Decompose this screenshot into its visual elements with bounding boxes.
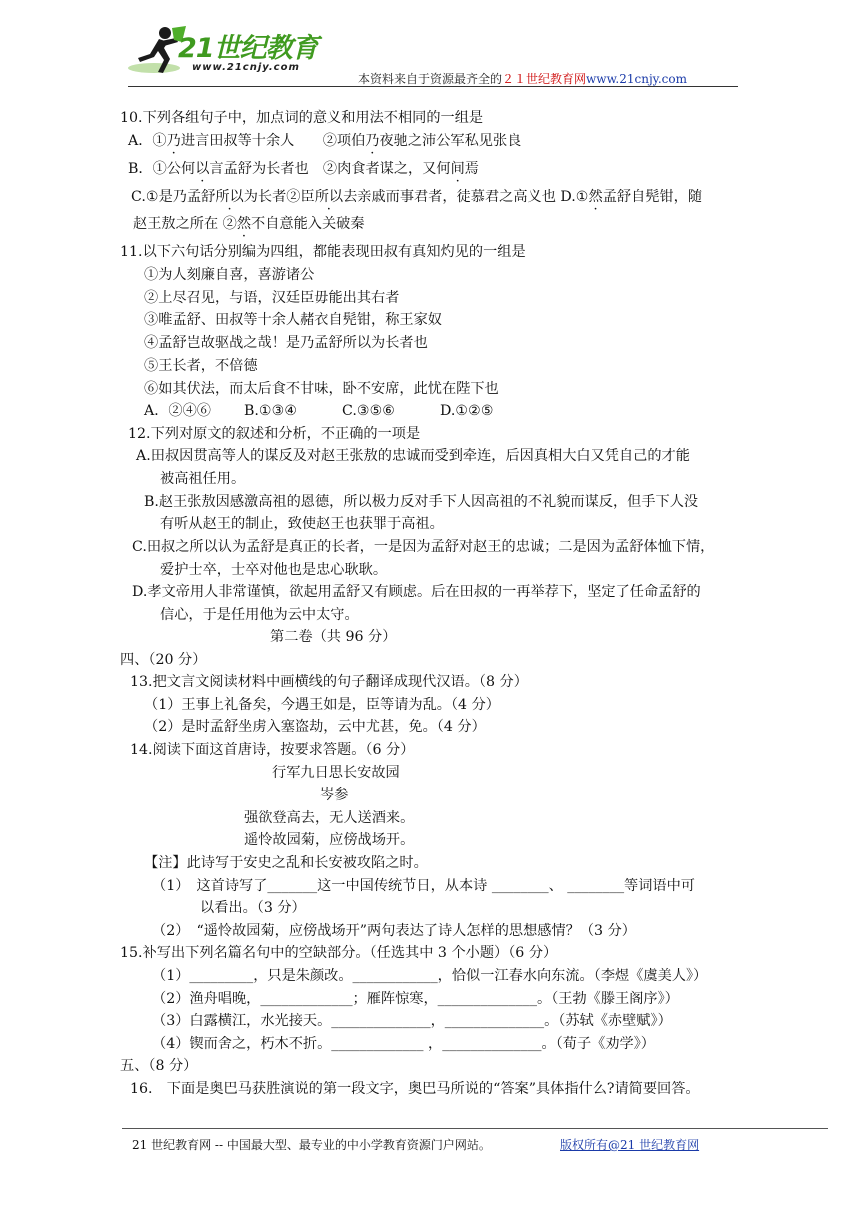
q11-item: ⑥如其伏法，而太后食不甘味，卧不安席，此忧在陛下也 <box>144 381 499 397</box>
q12-option-d-cont: 信心，于是任用他为云中太守。 <box>160 607 359 623</box>
q11-option-d: D.①②⑤ <box>440 403 494 419</box>
q11-option-c: C.③⑤⑥ <box>342 403 396 419</box>
q11-option-a: A．②④⑥ <box>144 403 211 419</box>
q15-item-4: （4）锲而舍之，朽木不折。_____________ ，______________。（荀子《劝学》） <box>152 1036 655 1052</box>
q12-option-a-cont: 被高祖任用。 <box>160 471 246 487</box>
q14-part1-cont: 以看出。（3 分） <box>200 900 306 916</box>
q10-option-a: A．①乃进言田叔等十余人 ②项伯乃夜驰之沛公军私见张良 <box>128 133 522 149</box>
q15-item-1: （1）_________，只是朱颜改。____________，恰似一江春水向东流。（李煜《虞美人》） <box>152 968 708 984</box>
q15-item-3: （3）白露横江，水光接天。______________，______________。（苏轼《赤壁赋》） <box>152 1013 672 1029</box>
q14-stem: 14.阅读下面这首唐诗，按要求答题。（6 分） <box>130 742 415 758</box>
q15-item-2: （2）渔舟唱晚，_____________；雁阵惊寒，______________。（王勃《滕王阁序》） <box>152 991 679 1007</box>
tagline-brand[interactable]: ２１世纪教育网 <box>502 72 587 86</box>
q12-option-d: D.孝文帝用人非常谨慎，欲起用孟舒又有顾虑。后在田叔的一再举荐下，坚定了任命孟舒的 <box>132 584 701 600</box>
site-logo[interactable] <box>120 22 350 84</box>
header-divider <box>128 86 738 87</box>
section-4-title: 四、（20 分） <box>120 652 207 668</box>
q10-option-b: B．①公何以言孟舒为长者也 ②肉食者谋之，又何间焉 <box>128 161 479 177</box>
q12-option-b-cont: 有听从赵王的制止，致使赵王也获罪于高祖。 <box>160 516 444 532</box>
q12-option-c: C.田叔之所以认为孟舒是真正的长者，一是因为孟舒对赵王的忠诚；二是因为孟舒体恤下情， <box>132 539 715 555</box>
header-tagline <box>358 70 687 87</box>
poem-author: 岑参 <box>320 787 349 803</box>
q12-option-a: A.田叔因贯高等人的谋反及对赵王张敖的忠诚而受到牵连，后因真相大白又凭自己的才能 <box>136 448 690 464</box>
logo-url: www.21cnjy.com <box>192 62 300 73</box>
q10-option-d-cont: 赵王敖之所在 ②然不自意能入关破秦 <box>133 216 365 232</box>
footer-copyright-link[interactable]: 版权所有@21 世纪教育网 <box>560 1138 700 1152</box>
q12-option-b: B.赵王张敖因感激高祖的恩德，所以极力反对手下人因高祖的不礼貌而谋反，但手下人没 <box>144 494 699 510</box>
q16-stem: 16. 下面是奥巴马获胜演说的第一段文字，奥巴马所说的“答案”具体指什么?请简要回答。 <box>130 1081 700 1097</box>
poem-line-1: 强欲登高去，无人送酒来。 <box>244 810 415 826</box>
q10-stem: 10.下列各组句子中，加点词的意义和用法不相同的一组是 <box>120 110 484 126</box>
q10-option-c: C.①是乃孟舒所以为长者②臣所以去亲戚而事君者，徒慕君之高义也 D.①然孟舒自髡钳，随 <box>131 189 703 205</box>
tagline-url[interactable]: www.21cnjy.com <box>586 72 687 86</box>
q11-item: ④孟舒岂故驱战之哉！是乃孟舒所以为长者也 <box>144 335 428 351</box>
tagline-prefix: 本资料来自于资源最齐全的 <box>358 72 503 86</box>
q11-item: ③唯孟舒、田叔等十余人赭衣自髡钳，称王家奴 <box>144 312 442 328</box>
q15-stem: 15.补写出下列名篇名句中的空缺部分。（任选其中 3 个小题）（6 分） <box>120 945 558 961</box>
logo-text: 21世纪教育 <box>178 33 318 64</box>
footer-text: 21 世纪教育网 -- 中国最大型、最专业的中小学教育资源门户网站。 <box>132 1138 491 1152</box>
poem-title: 行军九日思长安故园 <box>272 765 400 781</box>
q11-stem: 11.以下六句话分别编为四组，都能表现田叔有真知灼见的一组是 <box>120 244 526 260</box>
q12-option-c-cont: 爱护士卒，士卒对他也是忠心耿耿。 <box>160 562 388 578</box>
q11-item: ⑤王长者，不倍德 <box>144 358 258 374</box>
q11-item: ②上尽召见，与语，汉廷臣毋能出其右者 <box>144 290 400 306</box>
footer-divider <box>122 1128 828 1129</box>
poem-line-2: 遥怜故园菊，应傍战场开。 <box>244 832 415 848</box>
q14-part1: （1） 这首诗写了_______这一中国传统节日，从本诗 ________、 ________等词语中可 <box>152 878 695 894</box>
section-5-title: 五、（8 分） <box>120 1058 198 1074</box>
q12-stem: 12.下列对原文的叙述和分析，不正确的一项是 <box>128 426 421 442</box>
q11-item: ①为人刻廉自喜，喜游诸公 <box>144 267 315 283</box>
q13-stem: 13.把文言文阅读材料中画横线的句子翻译成现代汉语。（8 分） <box>130 674 528 690</box>
poem-note: 【注】此诗写于安史之乱和长安被攻陷之时。 <box>144 855 428 871</box>
q11-option-b: B.①③④ <box>244 403 298 419</box>
part2-title: 第二卷（共 96 分） <box>270 629 397 645</box>
q13-part1: （1）王事上礼备矣，今遇王如是，臣等请为乱。（4 分） <box>144 697 500 713</box>
q13-part2: （2）是时孟舒坐虏入塞盗劫，云中尤甚，免。（4 分） <box>144 719 486 735</box>
q14-part2: （2） “遥怜故园菊，应傍战场开”两句表达了诗人怎样的思想感情？（3 分） <box>152 923 636 939</box>
